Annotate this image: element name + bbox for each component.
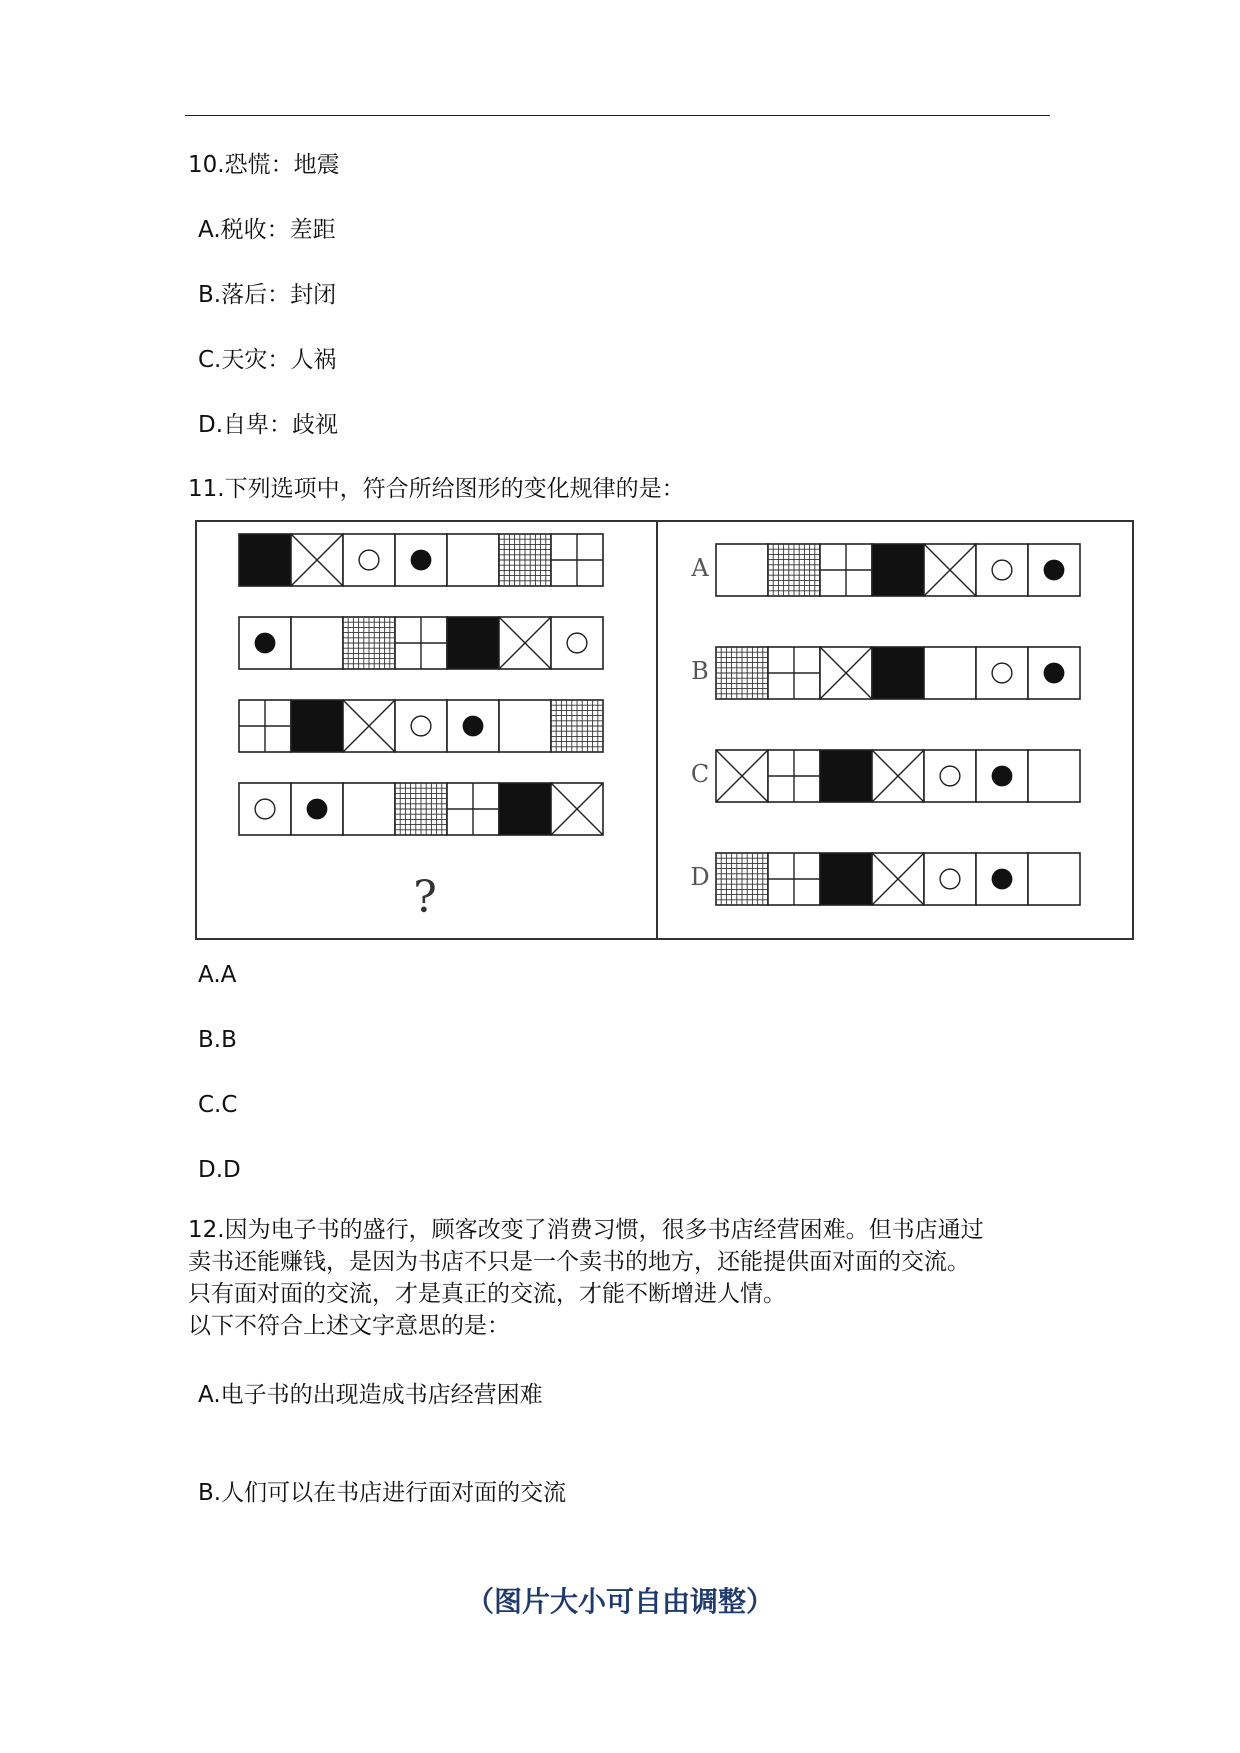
pattern-cell-black bbox=[499, 783, 551, 835]
cell-dot bbox=[1044, 663, 1065, 684]
cell-box bbox=[716, 544, 768, 596]
pattern-cell-cross bbox=[239, 700, 291, 752]
q12-option-a[interactable]: A.电子书的出现造成书店经营困难 bbox=[198, 1382, 543, 1408]
pattern-cell-circle bbox=[924, 853, 976, 905]
pattern-cell-black bbox=[291, 700, 343, 752]
q11-option-a[interactable]: A.A bbox=[198, 962, 237, 988]
pattern-cell-cross bbox=[551, 534, 603, 586]
pattern-cell-cross bbox=[768, 853, 820, 905]
option-label-a: A bbox=[691, 554, 709, 582]
option-pattern-row[interactable] bbox=[716, 750, 1080, 802]
pattern-cell-dot bbox=[976, 853, 1028, 905]
cell-dot bbox=[255, 633, 276, 654]
pattern-cell-x bbox=[716, 750, 768, 802]
q10-option-d[interactable]: D.自卑：歧视 bbox=[198, 412, 339, 438]
header-rule bbox=[185, 115, 1050, 116]
cell-box bbox=[820, 750, 872, 802]
cell-circle bbox=[255, 799, 275, 819]
option-label-c: C bbox=[690, 760, 710, 788]
pattern-cell-circle bbox=[976, 647, 1028, 699]
cell-box bbox=[239, 534, 291, 586]
pattern-cell-x bbox=[872, 750, 924, 802]
pattern-cell-grid bbox=[395, 783, 447, 835]
pattern-cell-blank bbox=[499, 700, 551, 752]
cell-circle bbox=[411, 716, 431, 736]
q12-stem bbox=[188, 1214, 1088, 1342]
option-pattern-row[interactable] bbox=[716, 647, 1080, 699]
cell-box bbox=[872, 647, 924, 699]
pattern-cell-grid bbox=[551, 700, 603, 752]
pattern-cell-blank bbox=[1028, 750, 1080, 802]
pattern-cell-circle bbox=[343, 534, 395, 586]
pattern-cell-blank bbox=[291, 617, 343, 669]
q12-stem-line: 12.因为电子书的盛行，顾客改变了消费习惯，很多书店经营困难。但书店通过 bbox=[188, 1217, 984, 1243]
cell-dot bbox=[1044, 560, 1065, 581]
q10-option-c[interactable]: C.天灾：人祸 bbox=[198, 347, 337, 373]
cell-box bbox=[499, 783, 551, 835]
cell-dot bbox=[411, 550, 432, 571]
pattern-cell-blank bbox=[716, 544, 768, 596]
pattern-cell-x bbox=[820, 647, 872, 699]
option-label-b: B bbox=[691, 657, 709, 685]
left-pattern-row bbox=[239, 617, 603, 669]
pattern-cell-x bbox=[291, 534, 343, 586]
pattern-cell-black bbox=[820, 750, 872, 802]
pattern-cell-x bbox=[551, 783, 603, 835]
option-pattern-row[interactable] bbox=[716, 544, 1080, 596]
cell-box bbox=[1028, 853, 1080, 905]
q12-stem-line: 以下不符合上述文字意思的是： bbox=[188, 1313, 510, 1339]
cell-box bbox=[499, 700, 551, 752]
pattern-cell-blank bbox=[924, 647, 976, 699]
option-label-d: D bbox=[690, 863, 710, 891]
q11-option-c[interactable]: C.C bbox=[198, 1092, 238, 1118]
pattern-cell-blank bbox=[343, 783, 395, 835]
cell-circle bbox=[567, 633, 587, 653]
cell-dot bbox=[307, 799, 328, 820]
left-pattern-row bbox=[239, 783, 603, 835]
pattern-cell-blank bbox=[1028, 853, 1080, 905]
cell-box bbox=[343, 783, 395, 835]
pattern-cell-circle bbox=[395, 700, 447, 752]
pattern-cell-circle bbox=[976, 544, 1028, 596]
pattern-cell-x bbox=[499, 617, 551, 669]
pattern-cell-black bbox=[872, 647, 924, 699]
pattern-cell-cross bbox=[395, 617, 447, 669]
cell-circle bbox=[940, 766, 960, 786]
cell-circle bbox=[940, 869, 960, 889]
pattern-cell-black bbox=[820, 853, 872, 905]
pattern-cell-cross bbox=[768, 750, 820, 802]
cell-box bbox=[1028, 750, 1080, 802]
pattern-cell-dot bbox=[976, 750, 1028, 802]
q10-option-b[interactable]: B.落后：封闭 bbox=[198, 282, 337, 308]
pattern-cell-black bbox=[239, 534, 291, 586]
pattern-cell-cross bbox=[447, 783, 499, 835]
cell-box bbox=[291, 617, 343, 669]
pattern-cell-dot bbox=[395, 534, 447, 586]
cell-circle bbox=[359, 550, 379, 570]
cell-dot bbox=[992, 869, 1013, 890]
q11-option-d[interactable]: D.D bbox=[198, 1157, 241, 1183]
q12-stem-line: 卖书还能赚钱，是因为书店不只是一个卖书的地方，还能提供面对面的交流。 bbox=[188, 1249, 970, 1275]
right-option-rows bbox=[716, 544, 1080, 905]
cell-box bbox=[872, 544, 924, 596]
pattern-cell-grid bbox=[499, 534, 551, 586]
q11-figure bbox=[195, 520, 1135, 940]
q11-stem: 11.下列选项中，符合所给图形的变化规律的是： bbox=[188, 476, 685, 502]
question-mark: ? bbox=[413, 872, 437, 923]
pattern-cell-cross bbox=[768, 647, 820, 699]
pattern-cell-grid bbox=[768, 544, 820, 596]
cell-dot bbox=[463, 716, 484, 737]
q12-option-b[interactable]: B.人们可以在书店进行面对面的交流 bbox=[198, 1480, 567, 1506]
pattern-cell-dot bbox=[447, 700, 499, 752]
pattern-cell-circle bbox=[551, 617, 603, 669]
pattern-cell-blank bbox=[447, 534, 499, 586]
left-pattern-rows bbox=[239, 534, 603, 835]
pattern-cell-dot bbox=[1028, 544, 1080, 596]
footer-note: （图片大小可自由调整） bbox=[465, 1585, 774, 1618]
pattern-cell-black bbox=[872, 544, 924, 596]
pattern-cell-circle bbox=[239, 783, 291, 835]
pattern-cell-grid bbox=[343, 617, 395, 669]
pattern-cell-grid bbox=[716, 647, 768, 699]
cell-box bbox=[820, 853, 872, 905]
pattern-cell-x bbox=[924, 544, 976, 596]
pattern-cell-grid bbox=[716, 853, 768, 905]
pattern-cell-cross bbox=[820, 544, 872, 596]
left-pattern-row bbox=[239, 534, 603, 586]
cell-box bbox=[291, 700, 343, 752]
q12-stem-line: 只有面对面的交流，才是真正的交流，才能不断增进人情。 bbox=[188, 1281, 786, 1307]
pattern-cell-x bbox=[343, 700, 395, 752]
cell-circle bbox=[992, 560, 1012, 580]
pattern-cell-dot bbox=[1028, 647, 1080, 699]
pattern-cell-black bbox=[447, 617, 499, 669]
cell-box bbox=[447, 617, 499, 669]
cell-circle bbox=[992, 663, 1012, 683]
pattern-cell-dot bbox=[239, 617, 291, 669]
q10-stem: 10.恐慌：地震 bbox=[188, 152, 340, 178]
option-pattern-row[interactable] bbox=[716, 853, 1080, 905]
cell-dot bbox=[992, 766, 1013, 787]
pattern-cell-x bbox=[872, 853, 924, 905]
cell-box bbox=[447, 534, 499, 586]
q10-option-a[interactable]: A.税收：差距 bbox=[198, 217, 336, 243]
q11-option-b[interactable]: B.B bbox=[198, 1027, 237, 1053]
pattern-cell-circle bbox=[924, 750, 976, 802]
pattern-cell-dot bbox=[291, 783, 343, 835]
left-pattern-row bbox=[239, 700, 603, 752]
cell-box bbox=[924, 647, 976, 699]
